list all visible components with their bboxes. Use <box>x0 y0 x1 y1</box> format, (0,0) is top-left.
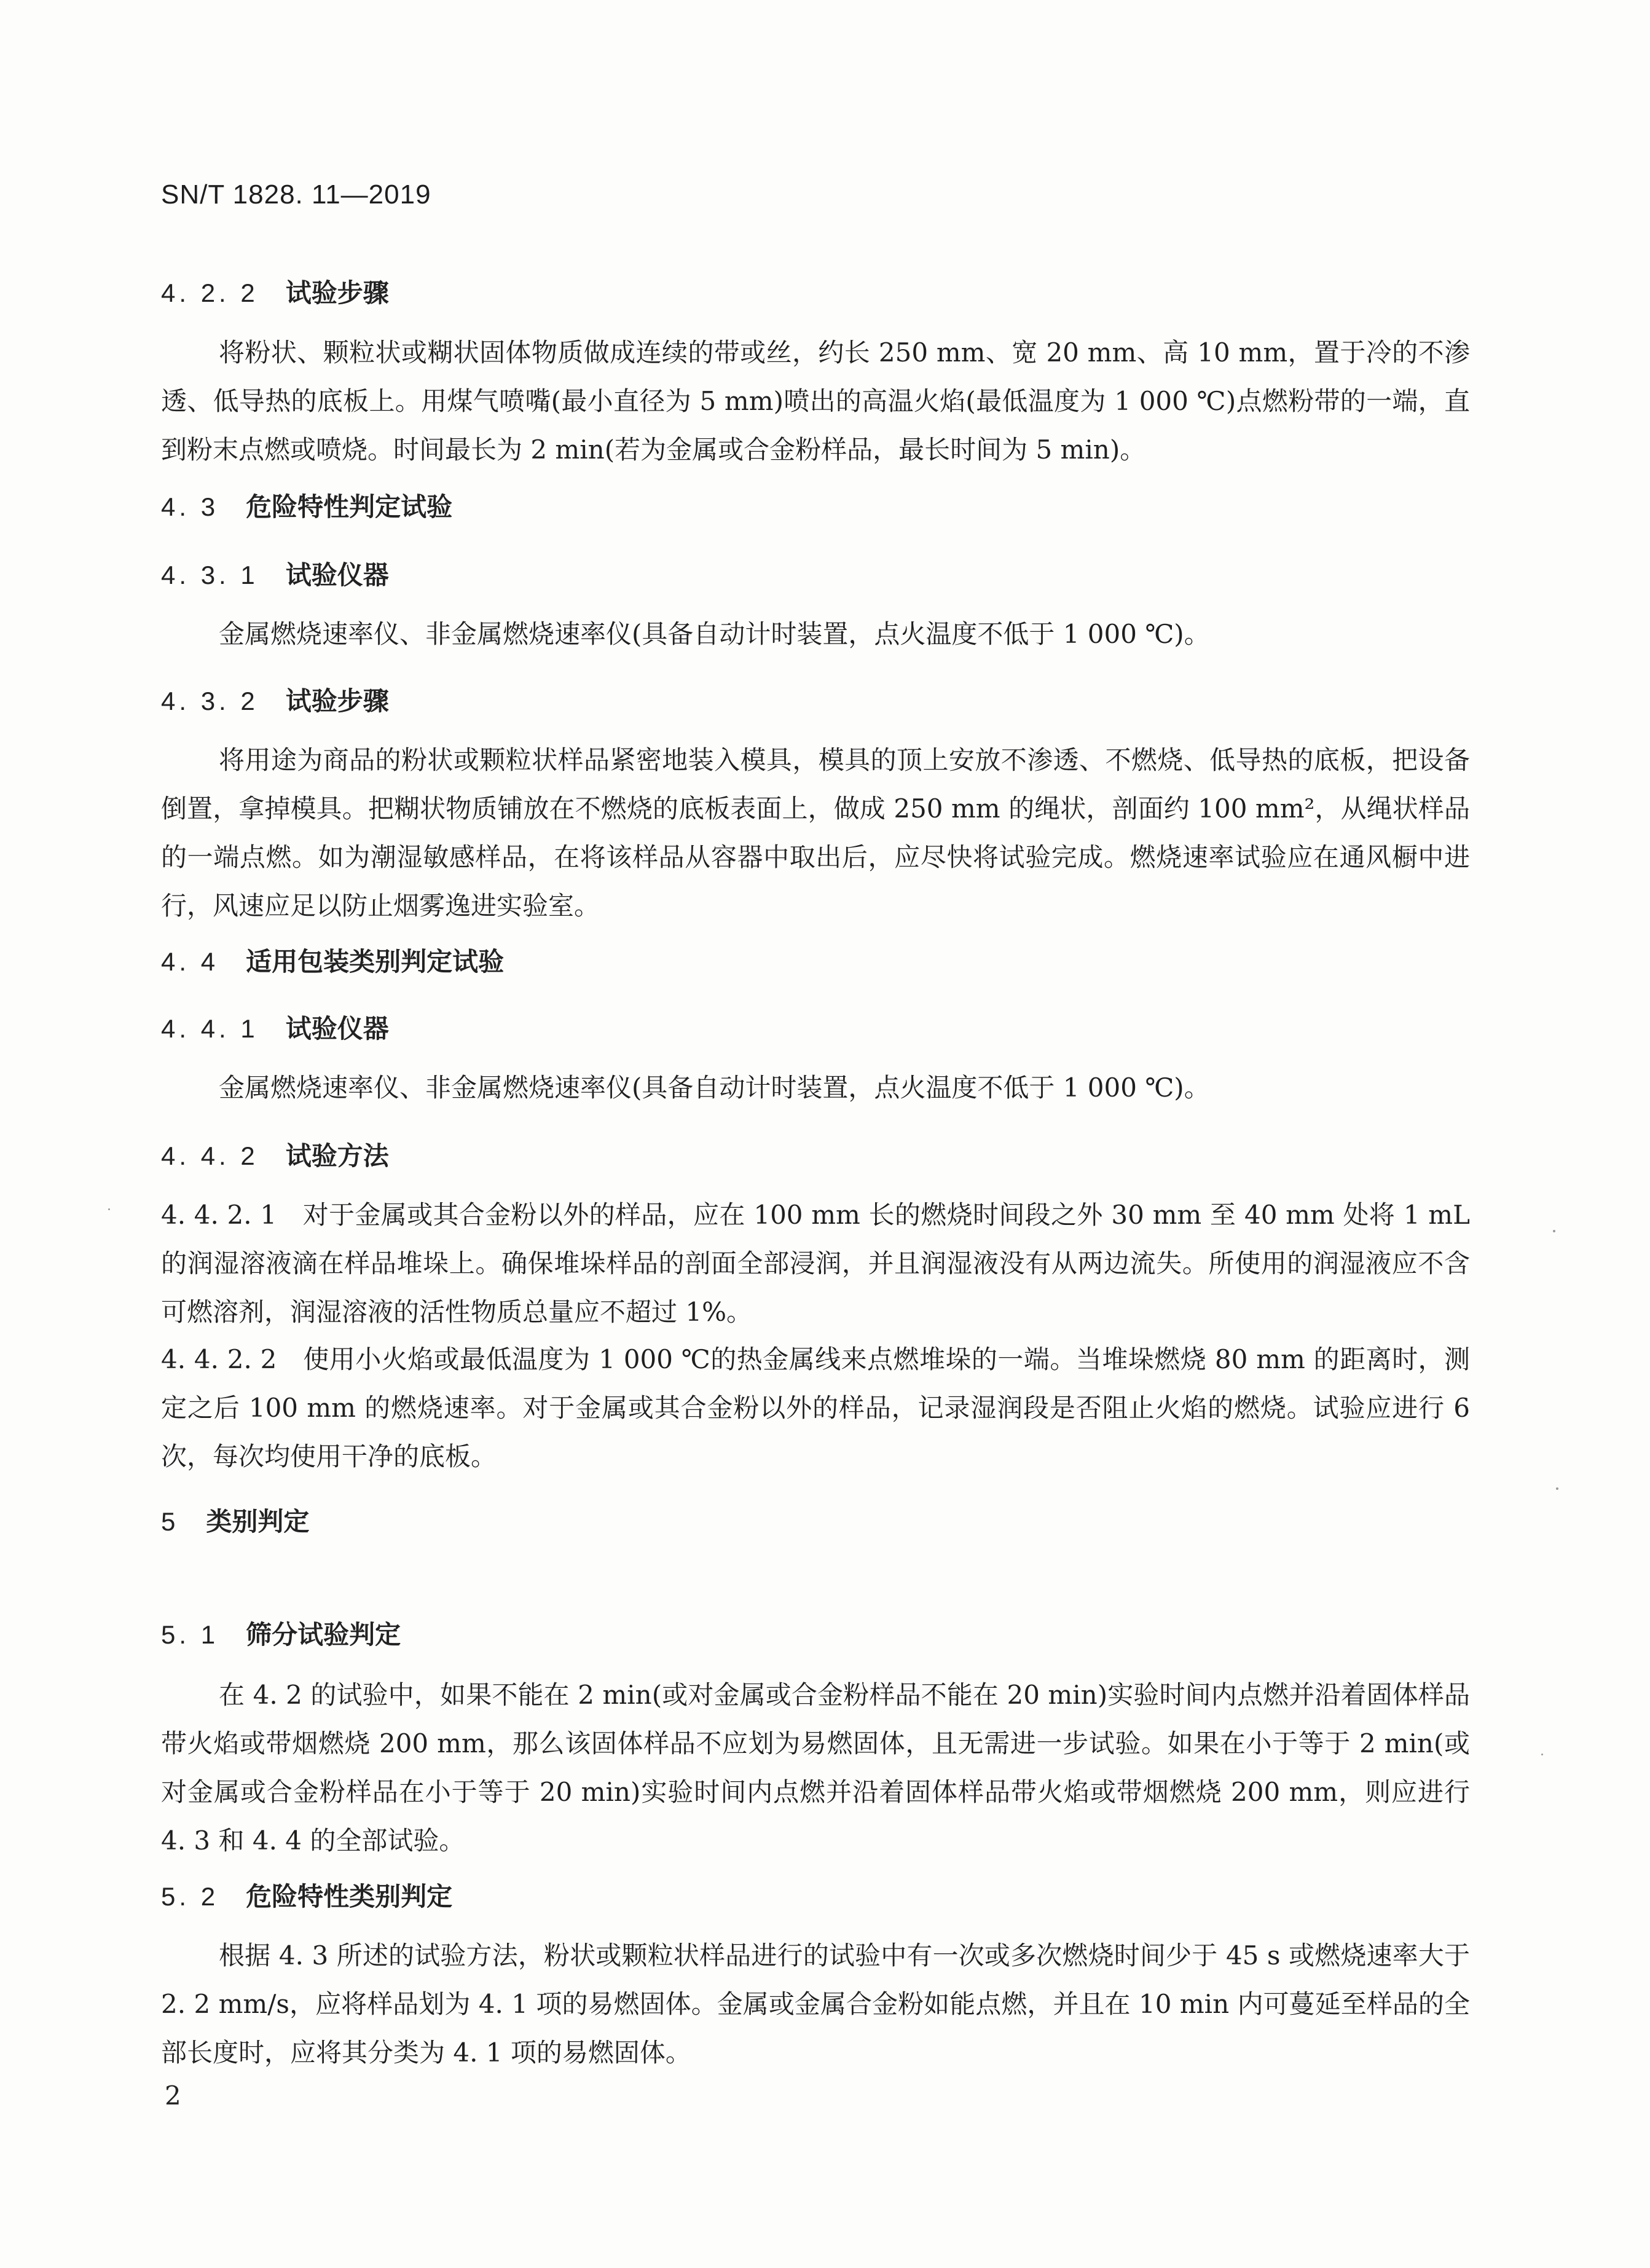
section-number: 5. 1 <box>161 1620 219 1649</box>
section-title: 试验仪器 <box>285 560 389 590</box>
heading-4-3-1 <box>161 555 389 592</box>
scan-speck <box>1541 1754 1543 1755</box>
heading-5 <box>161 1502 309 1538</box>
section-title: 试验仪器 <box>285 1014 389 1044</box>
heading-4-4-1 <box>161 1009 389 1045</box>
scan-speck <box>108 1208 110 1210</box>
section-number: 5. 2 <box>161 1882 219 1911</box>
section-title: 试验步骤 <box>285 686 389 716</box>
scan-speck <box>1553 1230 1555 1232</box>
heading-4-2-2 <box>161 273 389 310</box>
heading-5-2 <box>161 1876 452 1913</box>
paragraph-4-4-2-1: 4. 4. 2. 1 对于金属或其合金粉以外的样品，应在 100 mm 长的燃烧时间段之外 30 mm 至 40 mm 处将 1 mL 的润湿溶液滴在样品堆垛上。确保堆垛样品的剖面全部浸润，并且润湿液没有从两边流失。所使用的润湿液应不含可燃溶剂，润湿溶液的活性物质总量应不超过 1%。 <box>161 1200 1470 1327</box>
section-number: 4. 3 <box>161 492 219 521</box>
paragraph-4-4-1: 金属燃烧速率仪、非金属燃烧速率仪(具备自动计时装置，点火温度不低于 1 000 ℃)。 <box>219 1073 1210 1103</box>
heading-5-1 <box>161 1615 401 1652</box>
heading-4-3-2 <box>161 681 389 718</box>
paragraph-4-4-2-2: 4. 4. 2. 2 使用小火焰或最低温度为 1 000 ℃的热金属线来点燃堆垛的一端。当堆垛燃烧 80 mm 的距离时，测定之后 100 mm 的燃烧速率。对于金属或其合金粉以外的样品，记录湿润段是否阻止火焰的燃烧。试验应进行 6 次，每次均使用干净的底板。 <box>161 1344 1470 1471</box>
section-number: 4. 4. 2 <box>161 1141 259 1170</box>
section-number: 4. 3. 2 <box>161 687 259 715</box>
paragraph-5-1: 在 4. 2 的试验中，如果不能在 2 min(或对金属或合金粉样品不能在 20 min)实验时间内点燃并沿着固体样品带火焰或带烟燃烧 200 mm，那么该固体样品不应划为易燃固体，且无需进一步试验。如果在小于等于 2 min(或对金属或合金粉样品在小于等于 20 min)实验时间内点燃并沿着固体样品带火焰或带烟燃烧 200 mm，则应进行 4. 3 和 4. 4 的全部试验。 <box>161 1680 1470 1856</box>
section-title: 筛分试验判定 <box>246 1620 401 1650</box>
section-number: 4. 2. 2 <box>161 278 259 307</box>
section-title: 试验步骤 <box>285 278 389 308</box>
paragraph-4-3-1: 金属燃烧速率仪、非金属燃烧速率仪(具备自动计时装置，点火温度不低于 1 000 ℃)。 <box>219 619 1210 649</box>
paragraph-4-3-2: 将用途为商品的粉状或颗粒状样品紧密地装入模具，模具的顶上安放不渗透、不燃烧、低导热的底板，把设备倒置，拿掉模具。把糊状物质铺放在不燃烧的底板表面上，做成 250 mm 的绳状，剖面约 100 mm²，从绳状样品的一端点燃。如为潮湿敏感样品，在将该样品从容器中取出后，应尽快将试验完成。燃烧速率试验应在通风橱中进行，风速应足以防止烟雾逸进实验室。 <box>161 745 1470 921</box>
heading-4-4 <box>161 942 504 978</box>
scan-speck <box>1556 1487 1558 1490</box>
document-code: SN/T 1828. 11—2019 <box>161 179 431 210</box>
paragraph-4-2-2: 将粉状、颗粒状或糊状固体物质做成连续的带或丝，约长 250 mm、宽 20 mm、高 10 mm，置于冷的不渗透、低导热的底板上。用煤气喷嘴(最小直径为 5 mm)喷出的高温火焰(最低温度为 1 000 ℃)点燃粉带的一端，直到粉末点燃或喷烧。时间最长为 2 min(若为金属或合金粉样品，最长时间为 5 min)。 <box>161 337 1470 465</box>
heading-4-3 <box>161 487 452 524</box>
heading-4-4-2 <box>161 1136 389 1173</box>
section-number: 4. 4 <box>161 947 219 976</box>
section-title: 适用包装类别判定试验 <box>246 947 505 977</box>
section-number: 4. 4. 1 <box>161 1014 259 1043</box>
section-number: 5 <box>161 1507 179 1536</box>
section-title: 危险特性判定试验 <box>246 492 453 522</box>
paragraph-5-2: 根据 4. 3 所述的试验方法，粉状或颗粒状样品进行的试验中有一次或多次燃烧时间少于 45 s 或燃烧速率大于 2. 2 mm/s，应将样品划为 4. 1 项的易燃固体。金属或金属合金粉如能点燃，并且在 10 min 内可蔓延至样品的全部长度时，应将其分类为 4. 1 项的易燃固体。 <box>161 1940 1470 2068</box>
section-number: 4. 3. 1 <box>161 561 259 589</box>
page-number: 2 <box>165 2081 181 2111</box>
section-title: 危险特性类别判定 <box>246 1881 453 1912</box>
section-title: 类别判定 <box>206 1506 310 1537</box>
section-title: 试验方法 <box>285 1141 389 1171</box>
